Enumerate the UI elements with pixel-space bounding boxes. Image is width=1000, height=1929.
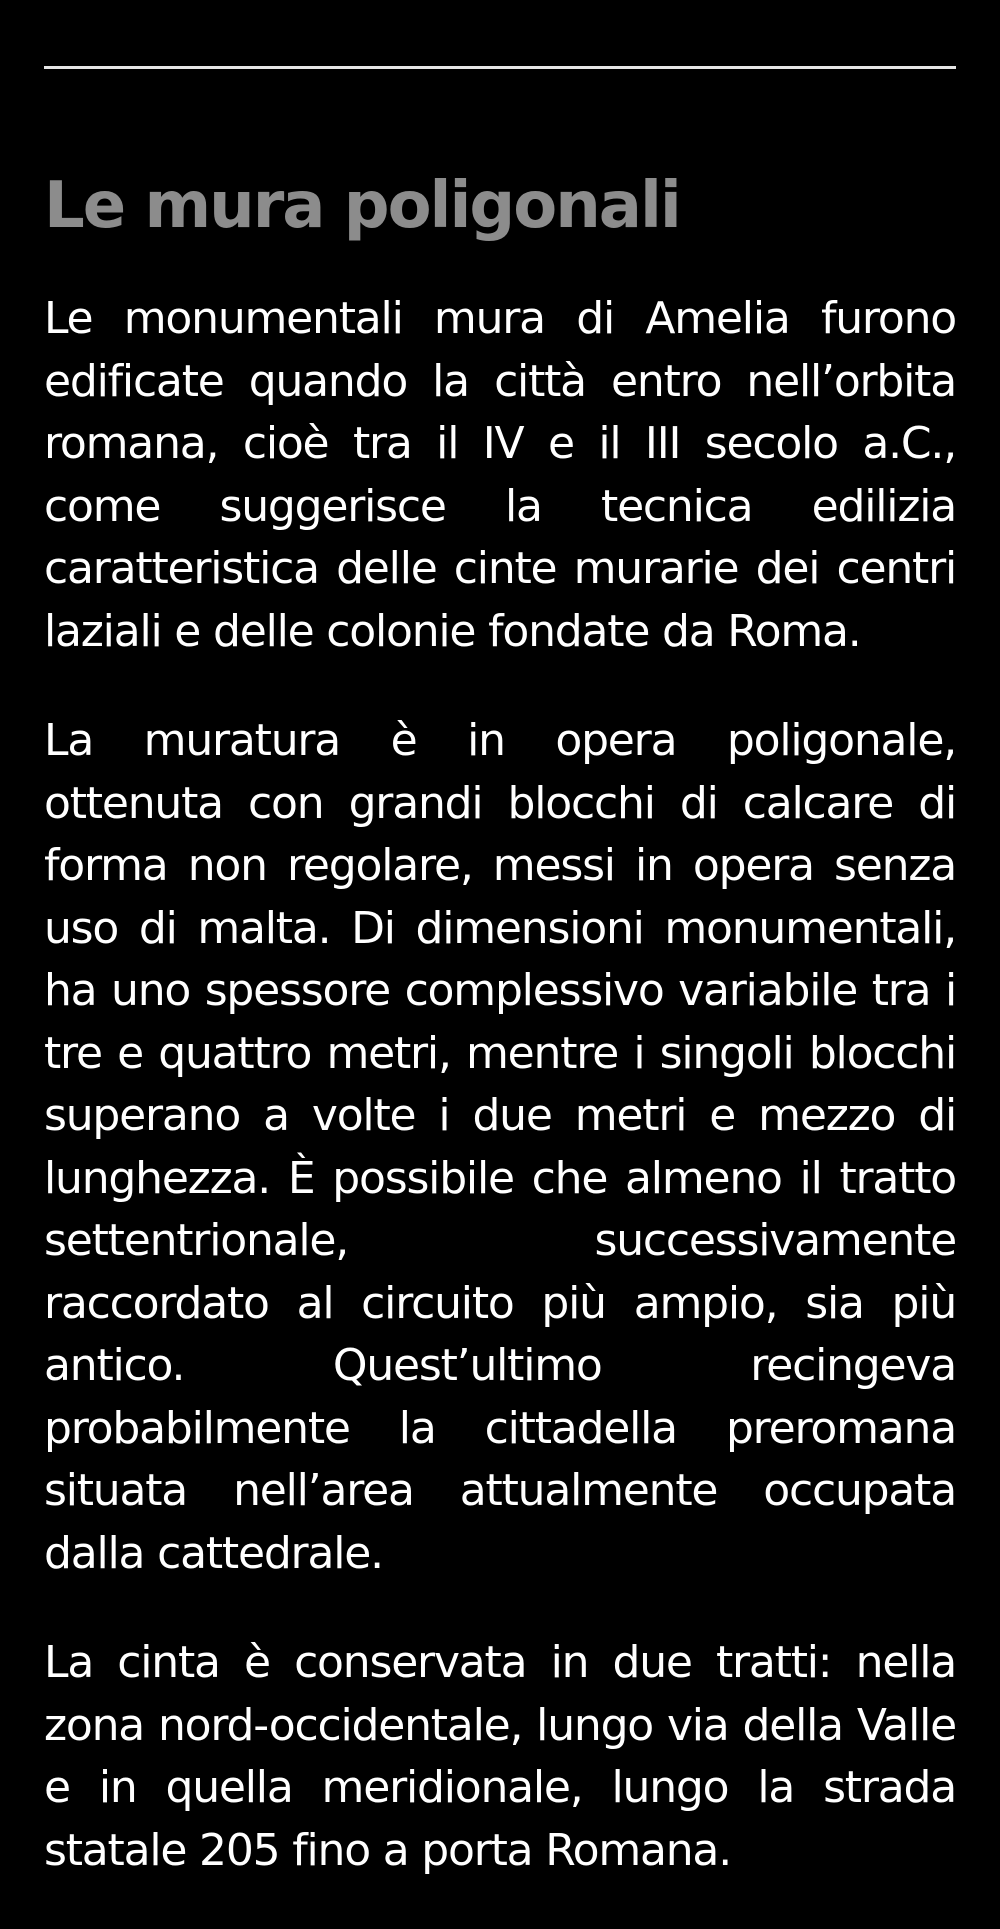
section-title: Le mura poligonali xyxy=(44,169,680,243)
paragraph-1: Le monumentali mura di Amelia furono edificate quando la città entro nell’orbita romana, cioè tra il IV e il III secolo a.C., come suggerisce la tecnica edilizia caratteristica delle cinte murarie dei centri laziali e delle colonie fondate da Roma. xyxy=(44,293,956,657)
paragraph-2: La muratura è in opera poligonale, ottenuta con grandi blocchi di calcare di forma non regolare, messi in opera senza uso di malta. Di dimensioni monumentali, ha uno spessore complessivo variabile tra i tre e quattro metri, mentre i singoli blocchi superano a volte i due metri e mezzo di lunghezza. È possibile che almeno il tratto settentrionale, successivamente raccordato al circuito più ampio, sia più antico. Quest’ultimo recingeva probabilmente la cittadella preromana situata nell’area attualmente occupata dalla cattedrale. xyxy=(44,715,956,1579)
article-body xyxy=(44,288,956,1929)
top-divider xyxy=(44,66,956,69)
paragraph-3: La cinta è conservata in due tratti: nella zona nord-occidentale, lungo via della Valle e in quella meridionale, lungo la strada statale 205 fino a porta Romana. xyxy=(44,1637,956,1876)
